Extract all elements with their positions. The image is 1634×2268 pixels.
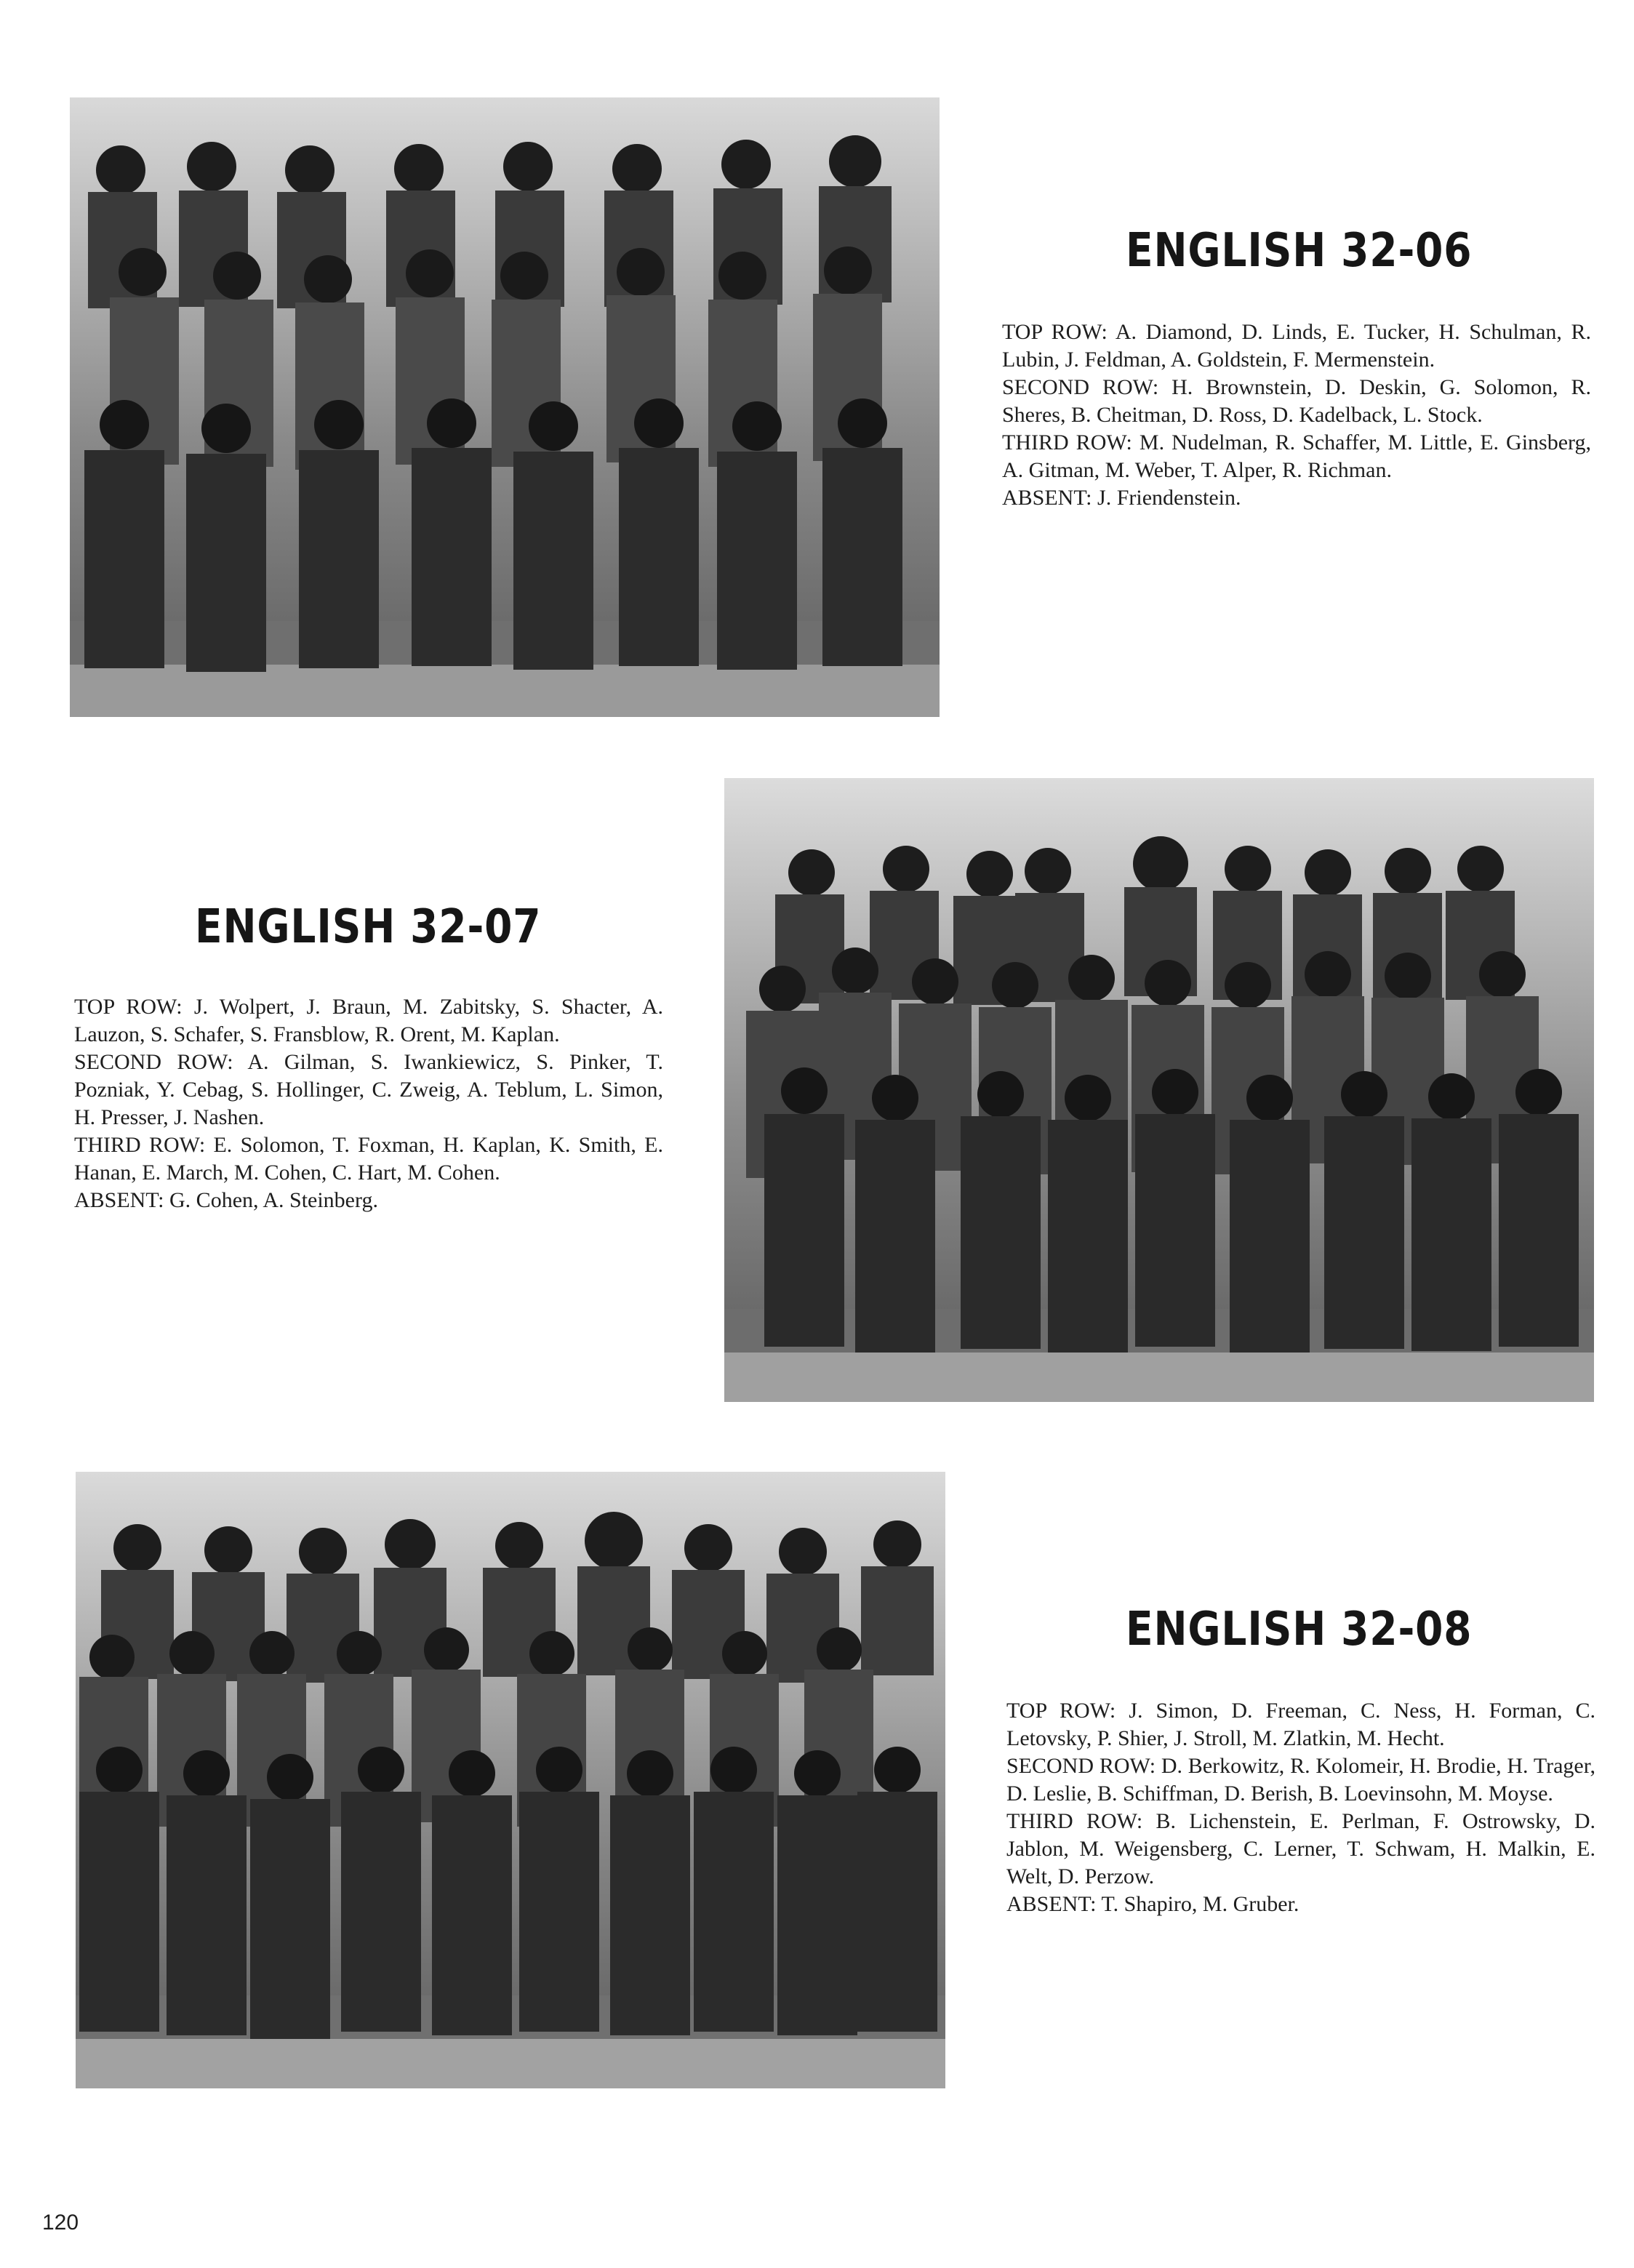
class-photo-32-07 bbox=[724, 778, 1594, 1402]
caption-third-row: THIRD ROW: B. Lichenstein, E. Perlman, F. Ostrowsky, D. Jablon, M. Weigensberg, C. Lerner, T. Schwam, H. Malkin, E. Welt, D. Perzow. bbox=[1006, 1809, 1595, 1888]
caption-32-08 bbox=[1006, 1697, 1595, 1918]
page-number: 120 bbox=[42, 2211, 79, 2235]
caption-second-row: SECOND ROW: D. Berkowitz, R. Kolomeir, H. Brodie, H. Trager, D. Leslie, B. Schiffman, D. Berish, B. Loevinsohn, M. Moyse. bbox=[1006, 1754, 1595, 1806]
caption-32-07 bbox=[74, 993, 663, 1214]
section-title-32-07: ENGLISH 32-07 bbox=[195, 900, 542, 954]
caption-absent: ABSENT: J. Friendenstein. bbox=[1002, 486, 1241, 510]
caption-top-row: TOP ROW: J. Wolpert, J. Braun, M. Zabitsky, S. Shacter, A. Lauzon, S. Schafer, S. Fransblow, R. Orent, M. Kaplan. bbox=[74, 995, 663, 1046]
caption-third-row: THIRD ROW: E. Solomon, T. Foxman, H. Kaplan, K. Smith, E. Hanan, E. March, M. Cohen, C. Hart, M. Cohen. bbox=[74, 1133, 663, 1185]
caption-32-06 bbox=[1002, 318, 1591, 512]
group-photo-image bbox=[724, 778, 1594, 1402]
class-photo-32-08 bbox=[76, 1472, 945, 2088]
section-title-32-08: ENGLISH 32-08 bbox=[1126, 1603, 1473, 1656]
caption-third-row: THIRD ROW: M. Nudelman, R. Schaffer, M. Little, E. Ginsberg, A. Gitman, M. Weber, T. Alper, R. Richman. bbox=[1002, 430, 1591, 482]
section-title-32-06: ENGLISH 32-06 bbox=[1126, 224, 1473, 278]
group-photo-image bbox=[76, 1472, 945, 2088]
caption-top-row: TOP ROW: J. Simon, D. Freeman, C. Ness, H. Forman, C. Letovsky, P. Shier, J. Stroll, M. Zlatkin, M. Hecht. bbox=[1006, 1699, 1595, 1750]
caption-absent: ABSENT: T. Shapiro, M. Gruber. bbox=[1006, 1892, 1299, 1916]
group-photo-image bbox=[70, 97, 940, 717]
caption-top-row: TOP ROW: A. Diamond, D. Linds, E. Tucker, H. Schulman, R. Lubin, J. Feldman, A. Goldstein, F. Mermenstein. bbox=[1002, 320, 1591, 372]
caption-second-row: SECOND ROW: A. Gilman, S. Iwankiewicz, S. Pinker, T. Pozniak, Y. Cebag, S. Hollinger, C. Zweig, A. Teblum, L. Simon, H. Presser, J. Nashen. bbox=[74, 1050, 663, 1129]
caption-second-row: SECOND ROW: H. Brownstein, D. Deskin, G. Solomon, R. Sheres, B. Cheitman, D. Ross, D. Kadelback, L. Stock. bbox=[1002, 375, 1591, 427]
caption-absent: ABSENT: G. Cohen, A. Steinberg. bbox=[74, 1188, 378, 1212]
class-photo-32-06 bbox=[70, 97, 940, 717]
